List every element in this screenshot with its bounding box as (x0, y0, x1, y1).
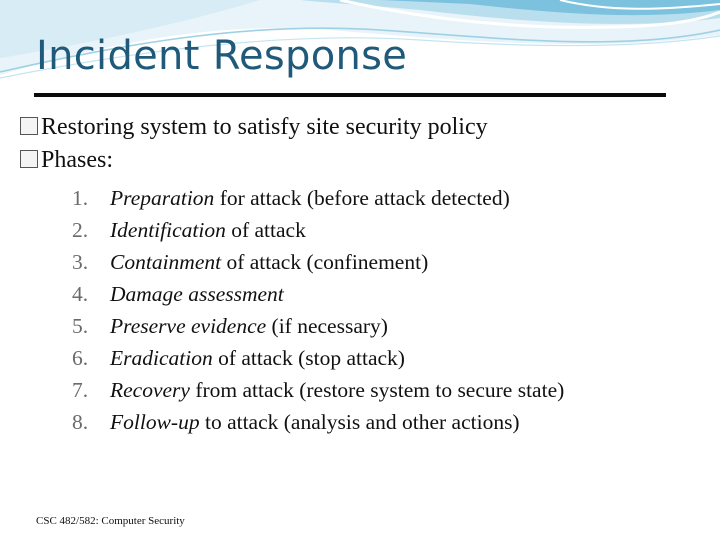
phase-number: 5. (72, 314, 89, 338)
missing-glyph-bullet-icon (20, 150, 38, 168)
bullet-list (20, 111, 488, 177)
title-underline (34, 93, 666, 97)
phase-term: Eradication (110, 346, 213, 370)
phase-item (72, 214, 564, 246)
phase-term: Identification (110, 218, 226, 242)
phase-item (72, 246, 564, 278)
phase-term: Preserve evidence (110, 314, 267, 338)
phase-item (72, 342, 564, 374)
phase-number: 7. (72, 378, 89, 402)
phase-description: from attack (restore system to secure state) (189, 378, 565, 402)
phase-number: 4. (72, 282, 89, 306)
phase-number: 3. (72, 250, 89, 274)
phase-description: for attack (before attack detected) (214, 186, 510, 210)
phase-number: 8. (72, 410, 89, 434)
missing-glyph-bullet-icon (20, 117, 38, 135)
phase-description: (if necessary) (266, 314, 388, 338)
phase-term: Recovery (110, 378, 190, 402)
phase-item (72, 310, 564, 342)
bullet-item (20, 111, 488, 144)
bullet-text: Restoring system to satisfy site security policy (41, 114, 488, 140)
phase-item (72, 374, 564, 406)
phase-item (72, 278, 564, 310)
phase-term: Preparation (110, 186, 215, 210)
bullet-text: Phases: (41, 147, 113, 173)
phase-term: Damage assessment (110, 282, 284, 306)
phase-description: of attack (confinement) (221, 250, 429, 274)
phase-item (72, 406, 564, 438)
phase-item (72, 182, 564, 214)
phase-number: 1. (72, 186, 89, 210)
slide-footer: CSC 482/582: Computer Security (36, 515, 185, 527)
phase-term: Follow-up (110, 410, 200, 434)
phase-description: of attack (225, 218, 306, 242)
phase-number: 6. (72, 346, 89, 370)
phase-term: Containment (110, 250, 222, 274)
phase-number: 2. (72, 218, 89, 242)
slide-title: Incident Response (36, 33, 408, 79)
phases-numbered-list (72, 182, 564, 438)
phase-description: to attack (analysis and other actions) (199, 410, 520, 434)
bullet-item (20, 144, 488, 177)
phase-description: of attack (stop attack) (212, 346, 405, 370)
